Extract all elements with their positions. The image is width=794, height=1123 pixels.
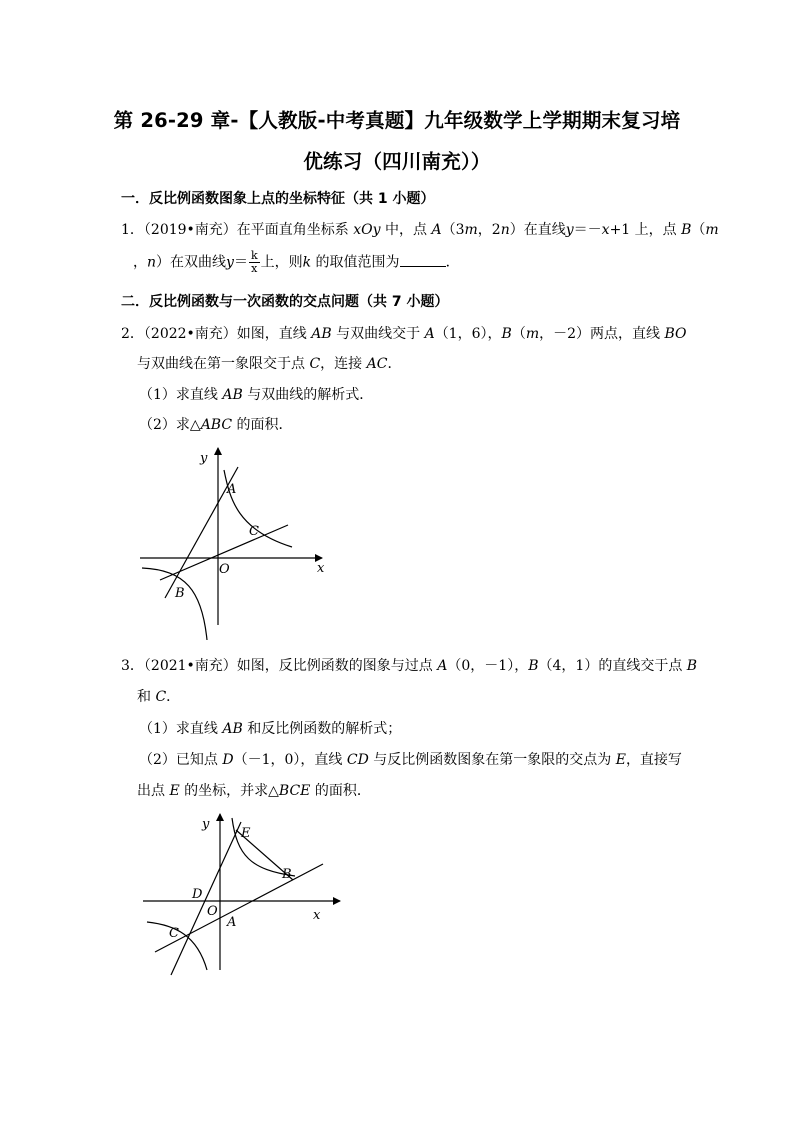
label-o: O (219, 562, 230, 577)
q3-part2: （2）已知点 D（－1，0），直线 CD 与反比例函数图象在第一象限的交点为 E，直接写 (139, 752, 682, 768)
label-e: E (241, 826, 251, 841)
line-ab (155, 864, 323, 952)
q3-part1: （1）求直线 AB 和反比例函数的解析式； (139, 721, 402, 737)
label-o: O (207, 904, 218, 919)
fraction-k-over-x: $\frac{k}{x}$ (250, 249, 258, 275)
label-y: y (200, 451, 208, 466)
label-c: C (169, 926, 179, 941)
q2-part1: （1）求直线 AB 与双曲线的解析式． (139, 387, 374, 403)
label-b: B (282, 867, 292, 882)
document-title-line2: 优练习（四川南充）） (303, 150, 491, 173)
label-y: y (202, 817, 210, 832)
q3-line1: 3．（2021•南充）如图，反比例函数的图象与过点 A（0，－1），B（4，1）的直线交于点 B (121, 658, 698, 674)
q1-line2: ，n）在双曲线y＝ $\frac{k}{x}$ 上，则k 的取值范围为 ． (133, 249, 460, 275)
hyperbola-branch-q3 (142, 568, 207, 640)
section1-heading: 一．反比例函数图象上点的坐标特征（共 1 小题） (121, 191, 435, 207)
line-cd (171, 822, 241, 975)
section2-heading: 二．反比例函数与一次函数的交点问题（共 7 小题） (121, 294, 449, 310)
label-x: x (313, 908, 321, 923)
figure-q2-graph (130, 440, 340, 650)
figure-q3-graph (135, 810, 350, 985)
q3-part2-cont: 出点 E 的坐标，并求△BCE 的面积． (137, 783, 371, 799)
label-d: D (192, 887, 203, 902)
document-title-line1: 第 26-29 章-【人教版-中考真题】九年级数学上学期期末复习培 (113, 109, 681, 132)
answer-blank (400, 254, 446, 267)
label-a: A (227, 482, 237, 497)
q2-line2: 与双曲线在第一象限交于点 C，连接 AC． (137, 356, 402, 372)
label-a: A (227, 915, 237, 930)
q2-part2: （2）求△ABC 的面积． (139, 417, 293, 433)
label-x: x (317, 561, 325, 576)
label-c: C (249, 524, 259, 539)
q3-line2: 和 C． (137, 689, 181, 705)
q1-line1: 1．（2019•南充）在平面直角坐标系 xOy 中，点 A（3m，2n）在直线y＝－x+1 上，点 B（m (121, 222, 719, 238)
label-b: B (175, 586, 185, 601)
q2-line1: 2．（2022•南充）如图，直线 AB 与双曲线交于 A（1，6），B（m，－2）两点，直线 BO (121, 326, 687, 342)
